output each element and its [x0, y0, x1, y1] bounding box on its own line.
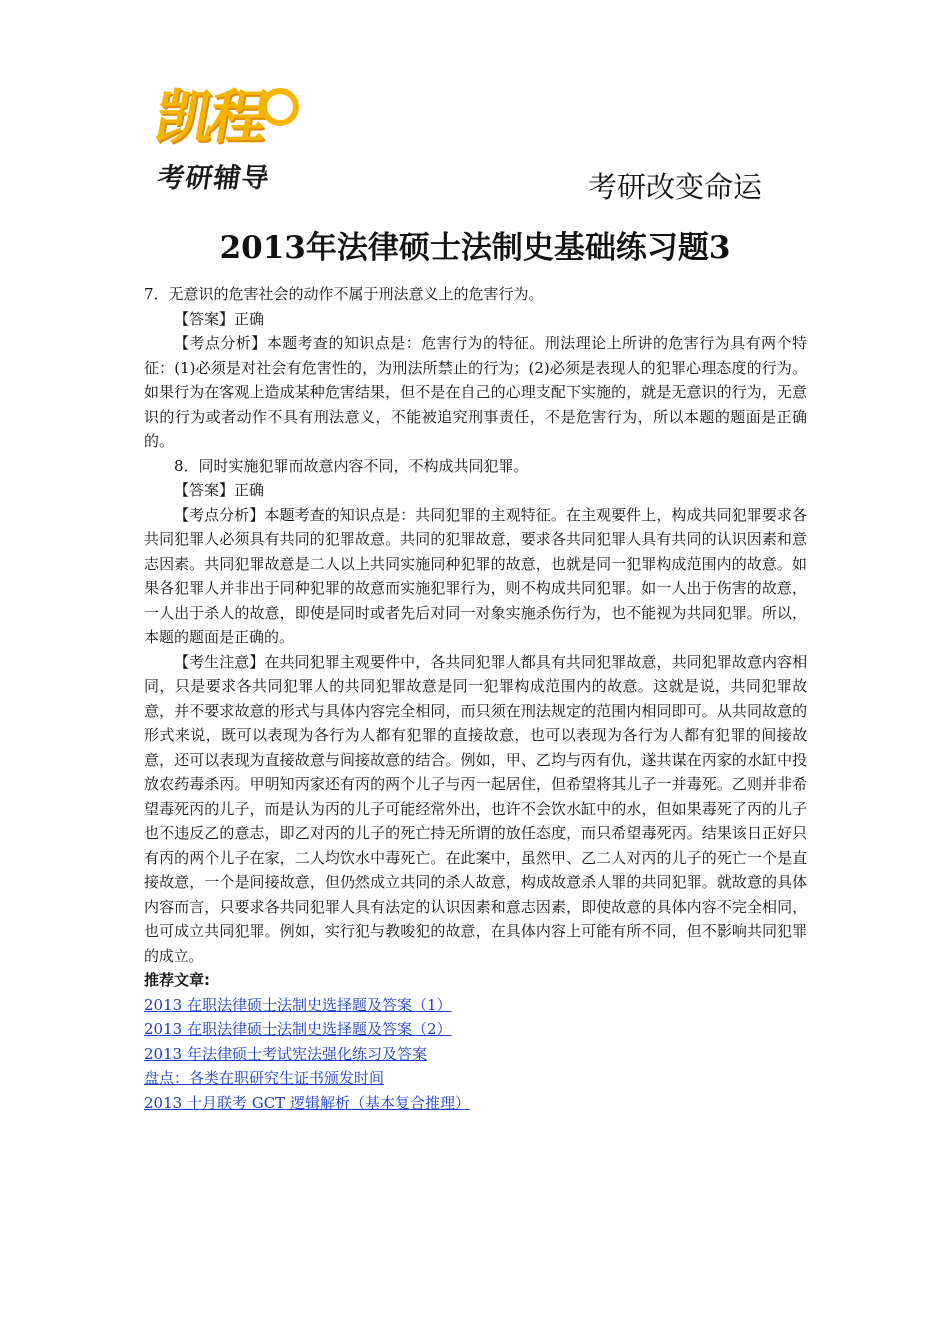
note-8: 【考生注意】在共同犯罪主观要件中，各共同犯罪人都具有共同犯罪故意，共同犯罪故意内容相同，只是要求各共同犯罪人的共同犯罪故意是同一犯罪构成范围内的故意。这就是说，共同犯罪故意，并不要求故意的形式与具体内容完全相同，而只须在刑法规定的范围内相同即可。从共同故意的形式来说，既可以表现为各行为人都有犯罪的直接故意，也可以表现为各行为人都有犯罪的间接故意，还可以表现为直接故意与间接故意的结合。例如，甲、乙均与丙有仇，遂共谋在丙家的水缸中投放农药毒杀丙。甲明知丙家还有丙的两个儿子与丙一起居住，但希望将其儿子一并毒死。乙则并非希望毒死丙的儿子，而是认为丙的儿子可能经常外出，也许不会饮水缸中的水，但如果毒死了丙的儿子也不违反乙的意志，即乙对丙的儿子的死亡持无所谓的放任态度，而只希望毒死丙。结果该日正好只有丙的两个儿子在家，二人均饮水中毒死亡。在此案中，虽然甲、乙二人对丙的儿子的死亡一个是直接故意，一个是间接故意，但仍然成立共同的杀人故意，构成故意杀人罪的共同犯罪。就故意的具体内容而言，只要求各共同犯罪人具有法定的认识因素和意志因素，即使故意的具体内容不完全相同，也可成立共同犯罪。例如，实行犯与教唆犯的故意，在具体内容上可能有所不同，但不影响共同犯罪的成立。 — [144, 652, 807, 965]
recommended-link[interactable]: 盘点：各类在职研究生证书颁发时间 — [144, 1069, 385, 1087]
analysis-7: 【考点分析】本题考查的知识点是：危害行为的特征。刑法理论上所讲的危害行为具有两个特征：(1)必须是对社会有危害性的，为刑法所禁止的行为；(2)必须是表现人的犯罪心理态度的行为。如果行为在客观上造成某种危害结果，但不是在自己的心理支配下实施的，就是无意识的行为，无意识的行为或者动作不具有刑法意义，不能被追究刑事责任，不是危害行为，所以本题的题面是正确的。 — [144, 334, 807, 450]
answer-7: 【答案】正确 — [174, 309, 265, 328]
answer-8: 【答案】正确 — [174, 481, 265, 499]
recommended-link[interactable]: 2013 年法律硕士考试宪法强化练习及答案 — [144, 1044, 427, 1063]
logo-mark: 凯程 — [150, 83, 271, 151]
logo-ring-icon — [261, 88, 299, 126]
question-7: 7．无意识的危害社会的动作不属于刑法意义上的危害行为。 — [144, 285, 544, 303]
recommended-link[interactable]: 2013 十月联考 GCT 逻辑解析（基本复合推理） — [144, 1093, 470, 1112]
kaicheng-logo — [150, 80, 305, 195]
page-title: 2013年法律硕士法制史基础练习题3 — [219, 230, 731, 266]
recommended-link[interactable]: 2013 在职法律硕士法制史选择题及答案（2） — [144, 1020, 452, 1038]
document-body — [144, 282, 807, 1115]
question-8: 8．同时实施犯罪而故意内容不同，不构成共同犯罪。 — [174, 456, 529, 475]
recommended-link[interactable]: 2013 在职法律硕士法制史选择题及答案（1） — [144, 995, 452, 1014]
recommended-heading: 推荐文章: — [144, 971, 210, 989]
slogan: 考研改变命运 — [588, 170, 763, 204]
logo-subtitle: 考研辅导 — [155, 163, 272, 194]
analysis-8: 【考点分析】本题考查的知识点是：共同犯罪的主观特征。在主观要件上，构成共同犯罪要求各共同犯罪人必须具有共同的犯罪故意。共同的犯罪故意，要求各共同犯罪人具有共同的认识因素和意志因素。共同犯罪故意是二人以上共同实施同种犯罪的故意，也就是同一犯罪构成范围内的故意。如果各犯罪人并非出于同种犯罪的故意而实施犯罪行为，则不构成共同犯罪。如一人出于伤害的故意，一人出于杀人的故意，即使是同时或者先后对同一对象实施杀伤行为，也不能视为共同犯罪。所以，本题的题面是正确的。 — [144, 505, 807, 646]
